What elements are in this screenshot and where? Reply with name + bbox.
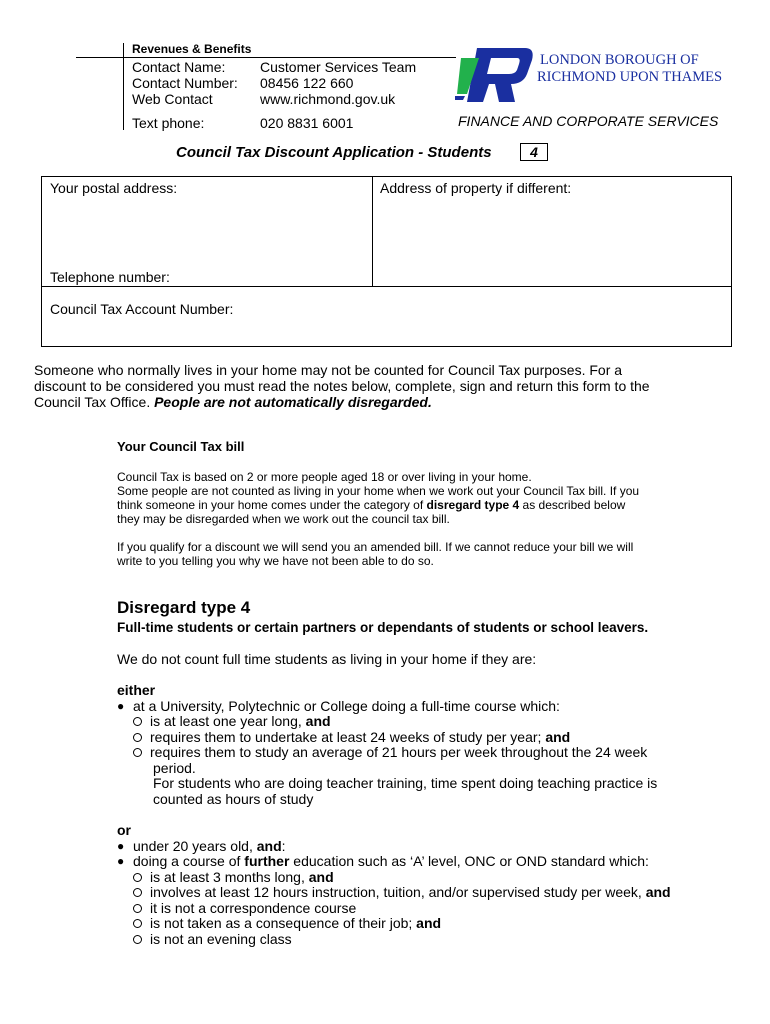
contact-name-label: Contact Name:: [132, 59, 226, 75]
richmond-logo-mark: [455, 44, 535, 106]
text-phone-value: 020 8831 6001: [260, 115, 354, 131]
contact-number-label: Contact Number:: [132, 75, 238, 91]
bill-text: Council Tax is based on 2 or more people aged 18 or over living in your home.: [117, 470, 532, 484]
intro-text: Council Tax Office.: [34, 394, 155, 410]
service-name: FINANCE AND CORPORATE SERVICES: [458, 113, 719, 129]
contact-number-value: 08456 122 660: [260, 75, 354, 91]
intro-line: Someone who normally lives in your home may not be counted for Council Tax purposes. For a: [34, 362, 623, 378]
intro-line: [34, 394, 432, 410]
disregard-heading: Disregard type 4: [117, 598, 251, 617]
teacher-note: For students who are doing teacher training, time spent doing teaching practice is: [153, 775, 658, 791]
form-number-badge: 4: [520, 143, 548, 161]
list-item-text: :: [281, 838, 286, 854]
sub-list-item: [133, 915, 441, 931]
circle-bullet-icon: [133, 888, 142, 897]
bullet-icon: ●: [117, 839, 125, 853]
circle-bullet-icon: [133, 748, 142, 757]
account-number-field[interactable]: [50, 319, 720, 343]
contact-name-value: Customer Services Team: [260, 59, 417, 75]
account-divider: [42, 286, 731, 287]
form-title: Council Tax Discount Application - Students: [176, 144, 492, 161]
disregard-intro: We do not count full time students as living in your home if they are:: [117, 651, 537, 667]
intro-line: discount to be considered you must read the notes below, complete, sign and return this form to the: [34, 378, 650, 394]
circle-bullet-icon: [133, 717, 142, 726]
sub-item-text: is at least one year long,: [150, 713, 306, 729]
bill-text: they may be disregarded when we work out the council tax bill.: [117, 512, 450, 526]
sub-list-item: [133, 900, 356, 916]
postal-address-field[interactable]: [46, 199, 368, 265]
sub-list-item: [133, 744, 647, 760]
web-contact-label: Web Contact: [132, 91, 213, 107]
either-label: either: [117, 682, 156, 698]
teacher-note: counted as hours of study: [153, 791, 314, 807]
telephone-field[interactable]: [222, 267, 368, 285]
sub-list-item: [133, 884, 671, 900]
sub-item-continuation: period.: [153, 760, 196, 776]
sub-item-text: is not an evening class: [150, 931, 292, 947]
disregard-subheading: Full-time students or certain partners or dependants of students or school leavers.: [117, 620, 649, 635]
org-name-line1: LONDON BOROUGH OF: [540, 52, 699, 68]
list-item-bold: and: [256, 838, 282, 854]
bill-text: Some people are not counted as living in your home when we work out your Council Tax bill. If you: [117, 484, 640, 498]
header-rule: [76, 57, 456, 58]
circle-bullet-icon: [133, 919, 142, 928]
text-phone-label: Text phone:: [132, 115, 205, 131]
list-item-text: education such as ‘A’ level, ONC or OND standard which:: [289, 853, 649, 869]
sub-item-text: it is not a correspondence course: [150, 900, 357, 916]
sub-item-text: is at least 3 months long,: [150, 869, 309, 885]
sub-item-text: is not taken as a consequence of their job;: [150, 915, 417, 931]
circle-bullet-icon: [133, 733, 142, 742]
telephone-label: Telephone number:: [50, 269, 170, 285]
sub-item-bold: and: [545, 729, 571, 745]
sub-item-text: involves at least 12 hours instruction, tuition, and/or supervised study per week,: [150, 884, 646, 900]
list-item-text: under 20 years old,: [133, 838, 257, 854]
sub-item-bold: and: [416, 915, 442, 931]
sub-item-text: requires them to study an average of 21 hours per week throughout the 24 week: [150, 744, 648, 760]
list-item-text: at a University, Polytechnic or College doing a full-time course which:: [133, 698, 560, 714]
richmond-logo: [455, 44, 535, 106]
web-contact-value[interactable]: www.richmond.gov.uk: [260, 91, 396, 107]
bill-text-part: think someone in your home comes under the category of: [117, 498, 427, 512]
property-address-field[interactable]: [376, 199, 726, 283]
postal-address-label: Your postal address:: [50, 180, 178, 196]
sub-list-item: [133, 729, 570, 745]
sub-item-bold: and: [645, 884, 671, 900]
department-label: Revenues & Benefits: [132, 42, 252, 56]
sub-item-text: requires them to undertake at least 24 weeks of study per year;: [150, 729, 546, 745]
list-item-bold: further: [244, 853, 290, 869]
bill-text: If you qualify for a discount we will send you an amended bill. If we cannot reduce your bill we will: [117, 540, 634, 554]
address-form-box: [41, 176, 732, 347]
header-vertical-rule: [123, 43, 124, 130]
list-item-text: doing a course of: [133, 853, 245, 869]
bullet-icon: ●: [117, 699, 125, 713]
circle-bullet-icon: [133, 904, 142, 913]
intro-emphasis: People are not automatically disregarded.: [154, 394, 432, 410]
property-address-label: Address of property if different:: [380, 180, 572, 196]
org-name-line2: RICHMOND UPON THAMES: [537, 69, 723, 85]
or-label: or: [117, 822, 131, 838]
account-number-label: Council Tax Account Number:: [50, 301, 234, 317]
address-divider: [372, 177, 373, 286]
circle-bullet-icon: [133, 935, 142, 944]
bill-text: [117, 498, 625, 512]
sub-list-item: [133, 931, 292, 947]
bill-text-part: as described below: [519, 498, 626, 512]
bill-text: write to you telling you why we have not been able to do so.: [117, 554, 434, 568]
bullet-icon: ●: [117, 854, 125, 868]
bill-heading: Your Council Tax bill: [117, 439, 245, 454]
sub-list-item: [133, 713, 331, 729]
sub-list-item: [133, 869, 334, 885]
bill-text-bold: disregard type 4: [426, 498, 520, 512]
sub-item-bold: and: [308, 869, 334, 885]
circle-bullet-icon: [133, 873, 142, 882]
sub-item-bold: and: [305, 713, 331, 729]
